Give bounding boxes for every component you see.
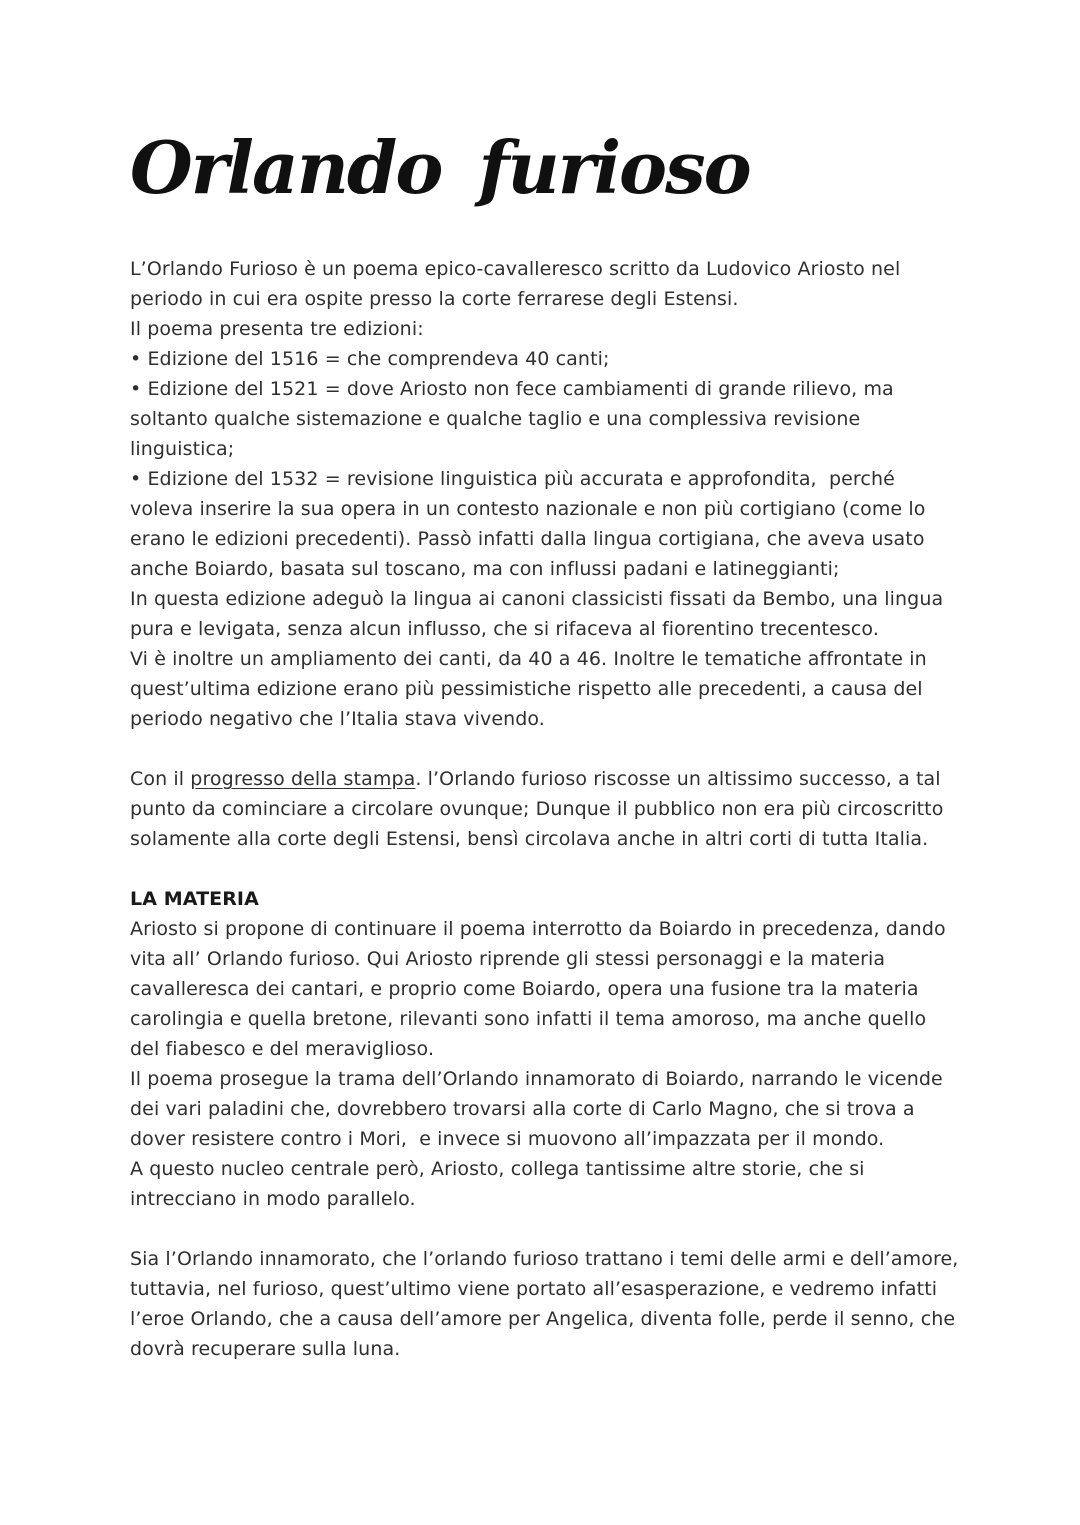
text-line: A questo nucleo centrale però, Ariosto, collega tantissime altre storie, che si intrecciano in modo parallelo. [130,1158,871,1210]
bullet-edition-1532: • Edizione del 1532 = revisione linguistica più accurata e approfondita, perché voleva inserire la sua opera in un contesto nazionale e non più cortigiano (come lo erano le edizioni precedenti). Passò infatti dalla lingua cortigiana, che aveva usato anche Boiardo, basata sul toscano, ma con influssi padani e latineggianti; [130,468,932,580]
paragraph-temi [130,1244,965,1364]
bullet-edition-1516: • Edizione del 1516 = che comprendeva 40 canti; [130,348,610,370]
text-line: L’Orlando Furioso è un poema epico-cavalleresco scritto da Ludovico Ariosto nel periodo in cui era ospite presso la corte ferrarese degli Estensi. [130,258,907,310]
paragraph-editions [130,254,960,734]
section-la-materia [130,884,960,1214]
text-line: Vi è inoltre un ampliamento dei canti, da 40 a 46. Inoltre le tematiche affrontate in quest’ultima edizione erano più pessimistiche rispetto alle precedenti, a causa del periodo negativo che l’Italia stava vivendo. [130,648,933,730]
text-line [130,764,960,854]
text-line: Il poema prosegue la trama dell’Orlando innamorato di Boiardo, narrando le vicende dei vari paladini che, dovrebbero trovarsi alla corte di Carlo Magno, che si trova a dover resistere contro i Mori, e invece si muovono all’impazzata per il mondo. [130,1068,949,1150]
text-segment: Con il [130,768,191,790]
paragraph-stampa [130,764,960,854]
text-line: Il poema presenta tre edizioni: [130,318,424,340]
bullet-edition-1521: • Edizione del 1521 = dove Ariosto non fece cambiamenti di grande rilievo, ma soltanto qualche sistemazione e qualche taglio e una complessiva revisione linguistica; [130,378,900,460]
section-heading: LA MATERIA [130,888,259,910]
text-line: In questa edizione adeguò la lingua ai canoni classicisti fissati da Bembo, una lingua pura e levigata, senza alcun influsso, che si rifaceva al fiorentino trecentesco. [130,588,950,640]
text-line: Ariosto si propone di continuare il poema interrotto da Boiardo in precedenza, dando vita all’ Orlando furioso. Qui Ariosto riprende gli stessi personaggi e la materia cavalleresca dei cantari, e proprio come Boiardo, opera una fusione tra la materia carolingia e quella bretone, rilevanti sono infatti il tema amoroso, ma anche quello del fiabesco e del meraviglioso. [130,918,952,1060]
page-title: Orlando furioso [130,125,750,210]
text-segment: . l’Orlando furioso riscosse un altissimo successo, a tal punto da cominciare a circolare ovunque; Dunque il pubblico non era più circoscritto solamente alla corte degli Estensi, bensì circolava anche in altri corti di tutta Italia. [130,768,950,850]
text-line: Sia l’Orlando innamorato, che l’orlando furioso trattano i temi delle armi e dell’amore, tuttavia, nel furioso, quest’ultimo viene portato all’esasperazione, e vedremo infatti l’eroe Orlando, che a causa dell’amore per Angelica, diventa folle, perde il senno, che dovrà recuperare sulla luna. [130,1248,965,1360]
underlined-phrase: progresso della stampa [190,768,416,790]
